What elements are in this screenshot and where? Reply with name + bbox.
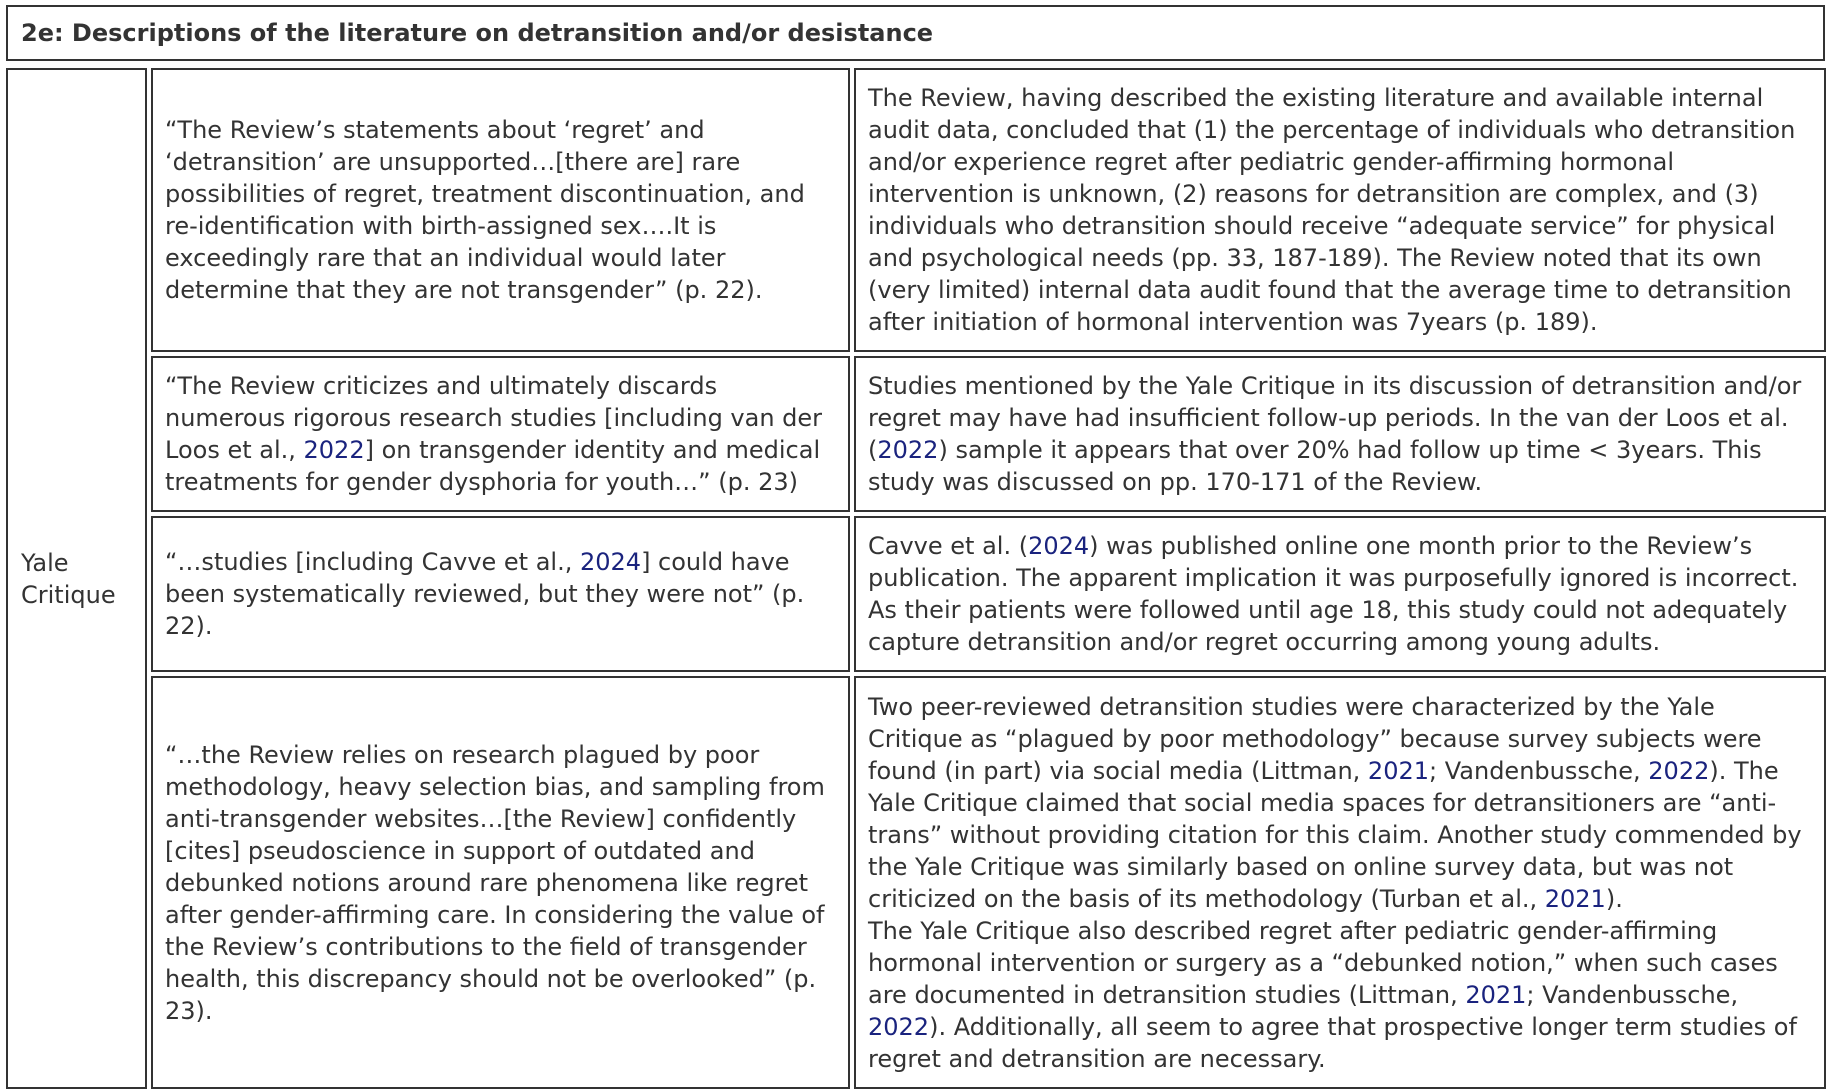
response-4-1-part-1: Two peer-reviewed detransition studies were characterized by the Yale Critique as “plagued by poor methodology” because survey subjects were found (in part) via social media (Littman, [868, 692, 1762, 785]
claim-text-4: “…the Review relies on research plagued by poor methodology, heavy selection bias, and sampling from anti-transgender websites…[the Review] confidently [cites] pseudoscience in support of outdated and debunked notions around rare phenomena like regret after gender-affirming care. In considering the value of the Review’s contributions to the field of transgender health, this discrepancy should not be overlooked” (p. 23). [165, 740, 825, 1025]
response-4-2-part-1: The Yale Critique also described regret after pediatric gender-affirming hormonal intervention or surgery as a “debunked notion,” when such cases are documented in detransition studies (Littman, [868, 916, 1778, 1009]
citation-link-turban[interactable]: 2021 [1544, 884, 1606, 913]
citation-link-cavve-claim[interactable]: 2024 [579, 548, 642, 576]
response-cell-1 [854, 68, 1826, 352]
response-4-1-part-3: ). The Yale Critique claimed that social media spaces for detransitioners are “anti-trans” without providing citation for this claim. Another study commended by the Yale Critique was similarly based on online survey data, but was not criticized on the basis of its methodology (Turban et al., [868, 756, 1802, 913]
row-header-line-2: Critique [21, 580, 116, 609]
response-4-1-part-2: ; Vandenbussche, [1429, 756, 1649, 785]
response-4-1-part-4: ). [1605, 884, 1623, 913]
row-header-line-1: Yale [21, 548, 69, 577]
response-text-3-part-b: ) was published online one month prior to the Review’s publication. The apparent implication it was purposefully ignored is incorrect. As their patients were followed until age 18, this study could not adequately capture detransition and/or regret occurring among young adults. [868, 532, 1799, 656]
citation-link-van-der-loos-claim[interactable]: 2022 [303, 436, 365, 464]
claim-cell-2 [151, 356, 850, 512]
claim-text-2-part-b: ] on transgender identity and medical treatments for gender dysphoria for youth…” (p. 23) [165, 436, 821, 496]
claim-text-3-part-a: “…studies [including Cavve et al., [165, 548, 580, 576]
response-cell-2 [854, 356, 1826, 512]
response-text-2-part-b: ) sample it appears that over 20% had follow up time < 3years. This study was discussed on pp. 170-171 of the Review. [868, 436, 1762, 496]
row-header-text [21, 547, 116, 611]
citation-link-vandenbussche-2[interactable]: 2022 [868, 1012, 930, 1041]
citation-link-vandenbussche[interactable]: 2022 [1648, 756, 1710, 785]
claim-cell-4 [151, 676, 850, 1089]
response-4-2-part-3: ). Additionally, all seem to agree that prospective longer term studies of regret and detransition are necessary. [868, 1012, 1797, 1073]
response-text-4 [868, 691, 1812, 1075]
table-caption-text: 2e: Descriptions of the literature on detransition and/or desistance [21, 19, 934, 47]
claim-text-2 [165, 370, 836, 498]
response-text-3-part-a: Cavve et al. ( [868, 532, 1029, 560]
citation-link-littman[interactable]: 2021 [1367, 756, 1429, 785]
response-paragraph-4-2 [868, 915, 1812, 1075]
citation-link-littman-2[interactable]: 2021 [1465, 980, 1527, 1009]
response-text-1: The Review, having described the existing literature and available internal audit data, concluded that (1) the percentage of individuals who detransition and/or experience regret after pediatric gender-affirming hormonal intervention is unknown, (2) reasons for detransition are complex, and (3) individuals who detransition should receive “adequate service” for physical and psychological needs (pp. 33, 187-189). The Review noted that its own (very limited) internal data audit found that the average time to detransition after initiation of hormonal intervention was 7years (p. 189). [868, 84, 1796, 336]
citation-link-van-der-loos-response[interactable]: 2022 [877, 436, 939, 464]
response-text-3 [868, 530, 1812, 658]
citation-link-cavve-response[interactable]: 2024 [1028, 532, 1090, 560]
response-paragraph-4-1 [868, 691, 1812, 915]
claim-cell-1 [151, 68, 850, 352]
response-4-2-part-2: ; Vandenbussche, [1526, 980, 1739, 1009]
row-header-yale-critique [6, 68, 147, 1089]
response-cell-3 [854, 516, 1826, 672]
response-text-2-part-a: Studies mentioned by the Yale Critique in its discussion of detransition and/or regret may have had insufficient follow-up periods. In the van der Loos et al. ( [868, 372, 1802, 464]
claim-text-2-part-a: “The Review criticizes and ultimately discards numerous rigorous research studies [including van der Loos et al., [165, 372, 823, 464]
claim-text-3-part-b: ] could have been systematically reviewed, but they were not” (p. 22). [165, 548, 805, 640]
response-text-2 [868, 370, 1812, 498]
claim-text-3 [165, 546, 836, 642]
response-cell-4 [854, 676, 1826, 1089]
claim-text-1: “The Review’s statements about ‘regret’ and ‘detransition’ are unsupported…[there are] rare possibilities of regret, treatment discontinuation, and re-identification with birth-assigned sex….It is exceedingly rare that an individual would later determine that they are not transgender” (p. 22). [165, 116, 805, 304]
claim-cell-3 [151, 516, 850, 672]
table-caption [6, 5, 1825, 61]
